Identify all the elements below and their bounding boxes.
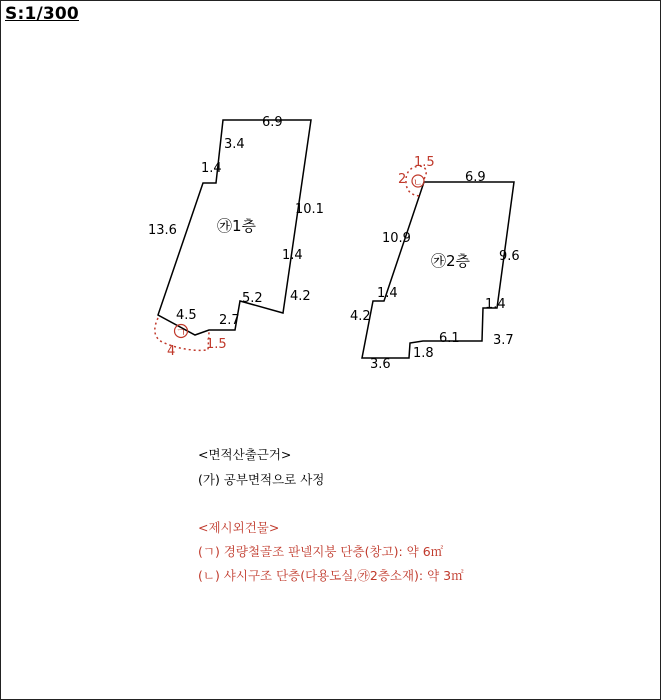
floor2-dim-left-step: 1.4 <box>377 286 398 301</box>
floor2-dim-left: 10.9 <box>382 231 411 246</box>
floor1-dim-step: 1.4 <box>201 161 222 176</box>
floor1-dim-right-step: 1.4 <box>282 248 303 263</box>
floor1-dim-right: 10.1 <box>295 202 324 217</box>
floor2-dim-left-low: 4.2 <box>350 309 371 324</box>
floor1-dim-right-low: 4.2 <box>290 289 311 304</box>
floor2-dim-notch: 1.8 <box>413 346 434 361</box>
floor2-annex-dim-top: 1.5 <box>414 155 435 170</box>
floor2-outline <box>362 182 514 358</box>
floor2-annex-dim-left: 2 <box>398 172 407 187</box>
floor1-annex-dim-depth: 1.5 <box>206 337 227 352</box>
floor2-annex-circle-label: ㄴ <box>413 178 423 189</box>
floor2-dim-bottom-mid: 6.1 <box>439 331 460 346</box>
excluded-building-1: (ㄱ) 경량철골조 판넬지붕 단층(창고): 약 6㎡ <box>198 544 444 559</box>
floor2-dim-top: 6.9 <box>465 170 486 185</box>
floor1-label: ㉮1층 <box>217 217 257 235</box>
floor1-dim-bottom: 4.5 <box>176 308 197 323</box>
floor1-dim-left: 13.6 <box>148 223 177 238</box>
notes-heading: <면적산출근거> <box>198 447 292 462</box>
floor1-dim-top: 6.9 <box>262 115 283 130</box>
floor1-annex-dim-width: 4 <box>167 344 176 359</box>
floor1-dim-notch: 2.7 <box>219 313 240 328</box>
floor1-dim-inner-vert: 3.4 <box>224 137 245 152</box>
floor1-dim-mid-bottom: 5.2 <box>242 291 263 306</box>
floor1-annex-circle-label: ㄱ <box>175 326 187 339</box>
floor2-dim-right-low: 3.7 <box>493 333 514 348</box>
floor2-dim-bottom: 3.6 <box>370 357 391 372</box>
excluded-building-2: (ㄴ) 샤시구조 단층(다용도실,㉮2층소재): 약 3㎡ <box>198 568 464 583</box>
floor2-dim-right-step: 1.4 <box>485 297 506 312</box>
floor2-label: ㉮2층 <box>431 252 471 270</box>
excluded-heading: <제시외건물> <box>198 520 280 535</box>
scale-label: S:1/300 <box>5 4 79 24</box>
floor2-dim-right: 9.6 <box>499 249 520 264</box>
notes-basis: (가) 공부면적으로 사정 <box>198 472 325 487</box>
